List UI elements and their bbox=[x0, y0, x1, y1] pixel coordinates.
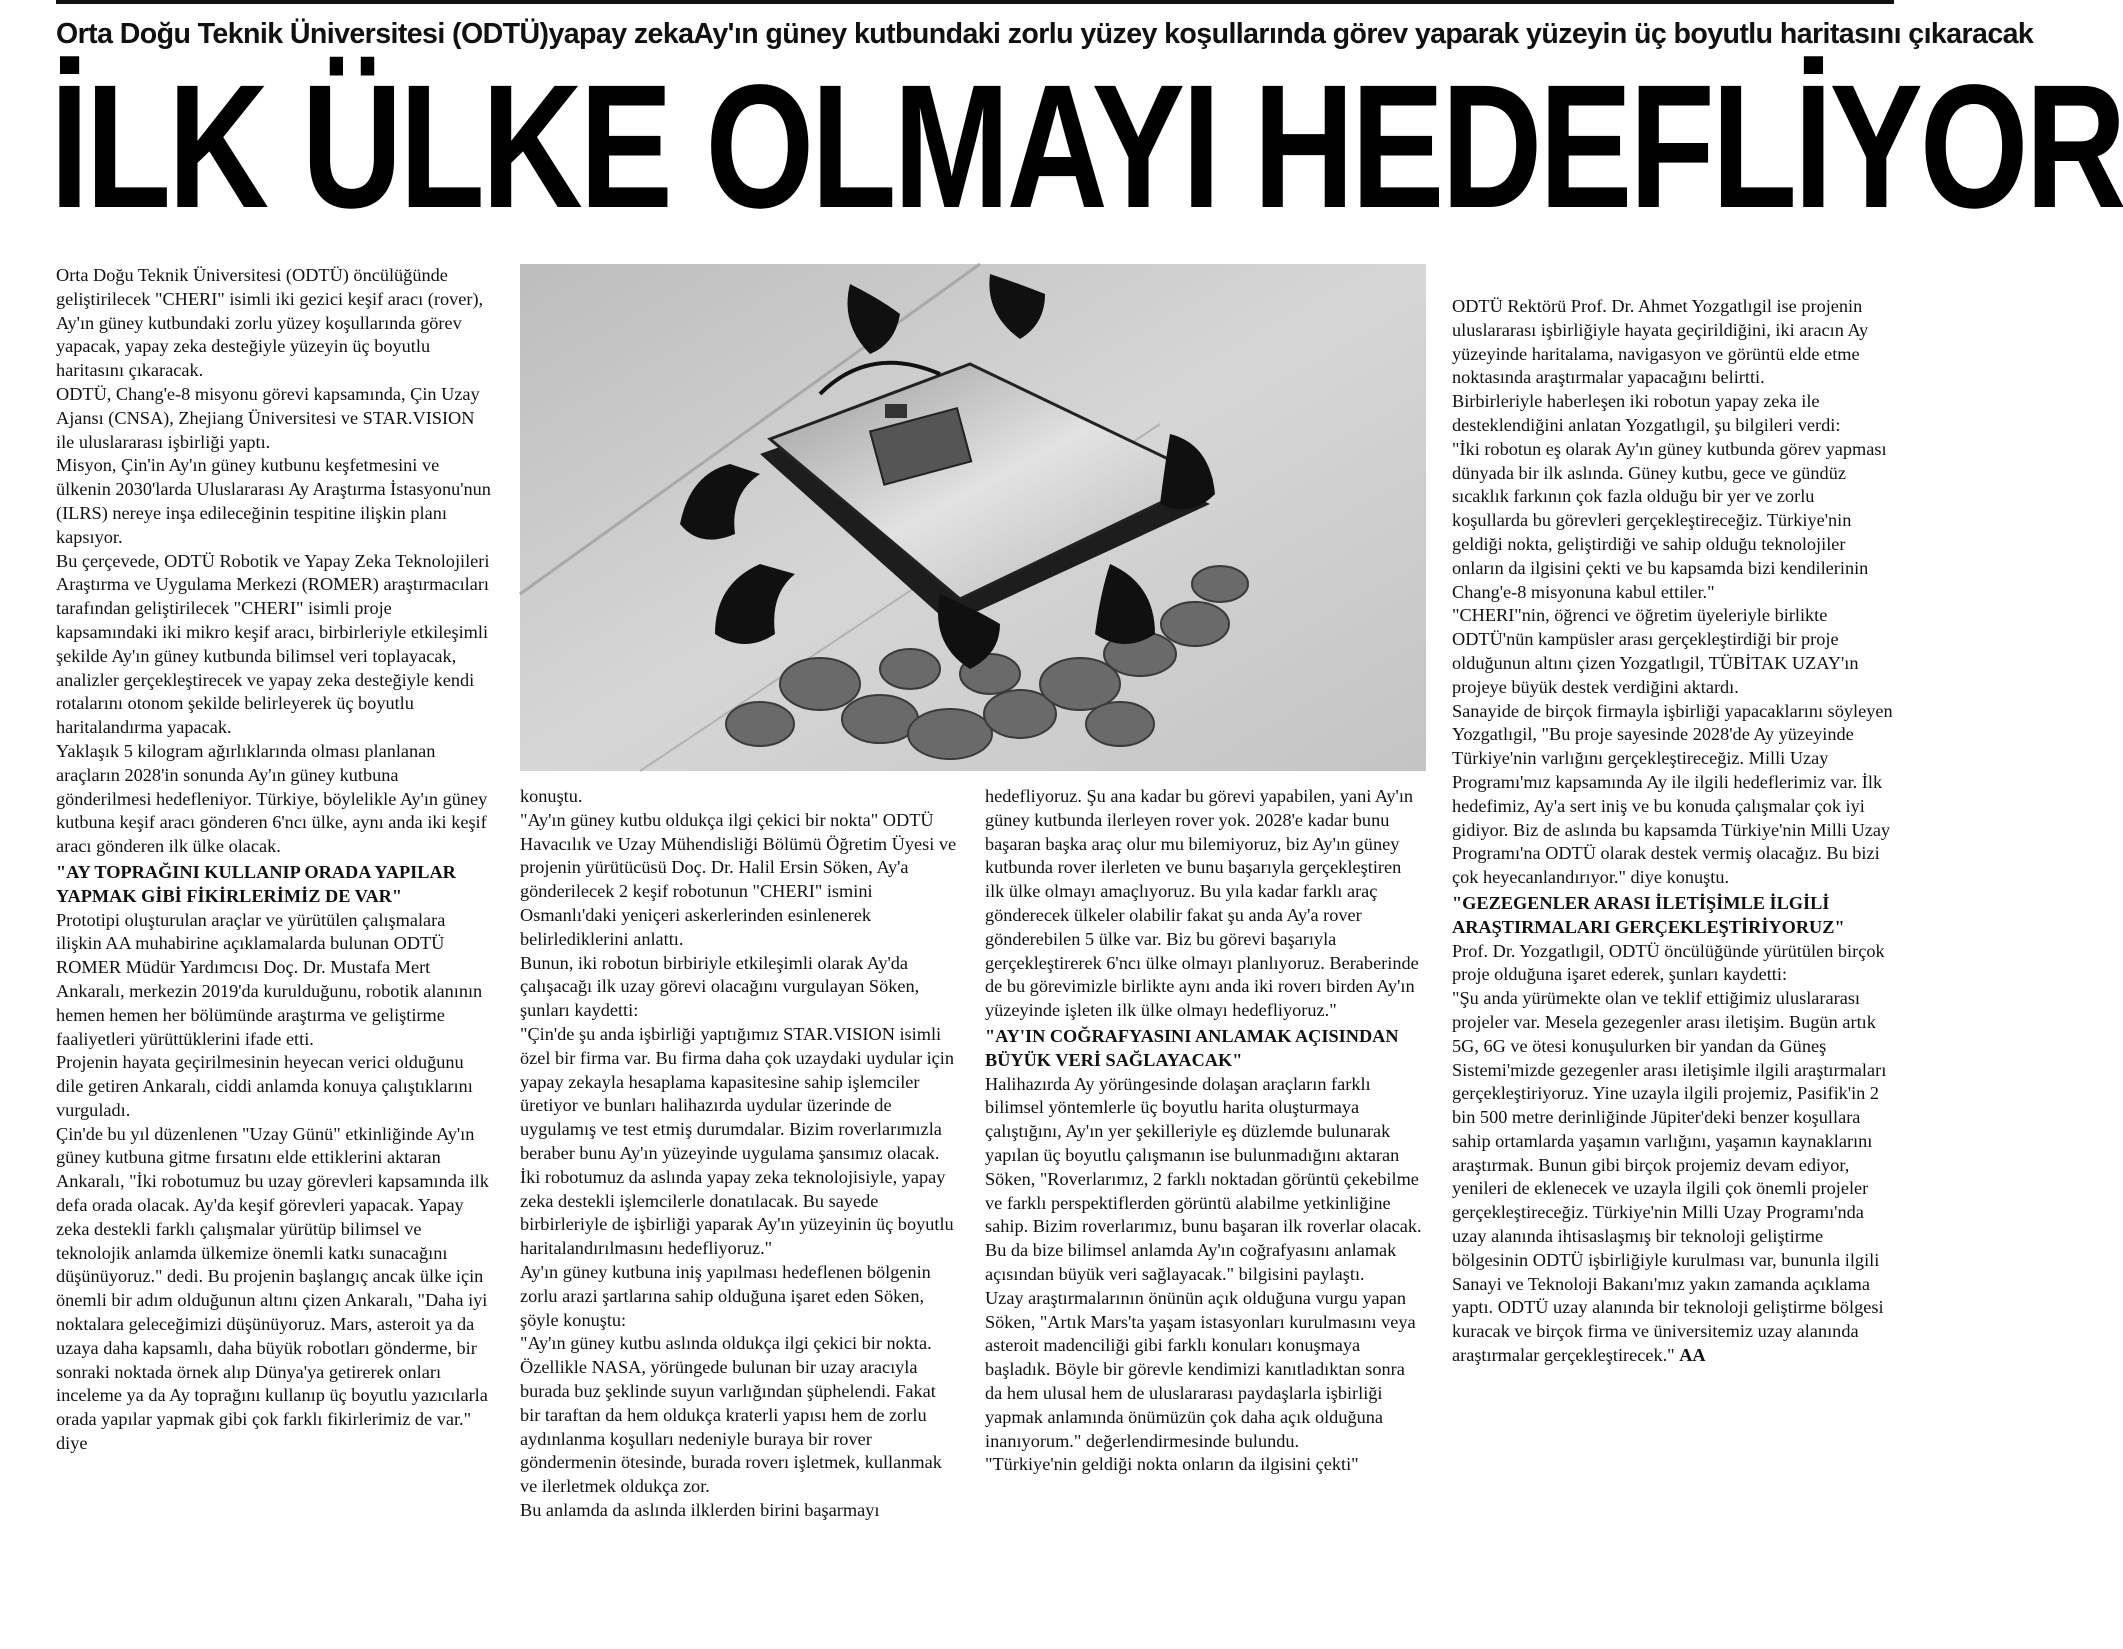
paragraph: Halihazırda Ay yörüngesinde dolaşan araçların farklı bilimsel yöntemlerle üç boyutlu harita oluşturmaya çalıştığını, Ay'ın yer şekilleriyle eş düzlemde bulunarak yapılan üç boyutlu çalışmanın ise bulunmadığını aktaran Söken, "Roverlarımız, 2 farklı noktadan görüntü çekebilme ve farklı perspektiflerden görüntü alabilme yetkinliğine sahip. Bizim roverlarımız, bunu başaran ilk roverlar olacak. Bu da bize bilimsel anlamda Ay'ın coğrafyasını anlamak açısından büyük veri sağlayacak." bilgisini paylaştı. bbox=[985, 1073, 1422, 1284]
article-column-3 bbox=[985, 785, 1425, 1477]
paragraph: "Çin'de şu anda işbirliği yaptığımız STAR.VISION isimli özel bir firma var. Bu firma daha çok uzaydaki uydular için yapay zekayla hesaplama kapasitesine sahip işlemciler üretiyor ve bunları halihazırda uydular üzerinde de uygulamış ve test etmiş durumdalar. Bizim roverlarımızla beraber bunu Ay'ın yüzeyinde uygulama şansımız olacak. İki robotumuz da aslında yapay zeka teknolojisiyle, yapay zeka destekli işlemcilerle donatılacak. Bu sayede birbirleriyle de işbirliği yaparak Ay'ın yüzeyinin üç boyutlu haritalandırılmasını hedefliyoruz." bbox=[520, 1023, 955, 1259]
paragraph: Prof. Dr. Yozgatlıgil, ODTÜ öncülüğünde yürütülen birçok proje olduğuna işaret ederek, şunları kaydetti: bbox=[1452, 940, 1885, 985]
headline bbox=[50, 49, 2123, 245]
paragraph: Birbirleriyle haberleşen iki robotun yapay zeka ile desteklendiğini anlatan Yozgatlıgil, şu bilgileri verdi: bbox=[1452, 391, 1841, 435]
paragraph: konuştu. bbox=[520, 786, 583, 806]
paragraph: hedefliyoruz. Şu ana kadar bu görevi yapabilen, yani Ay'ın güney kutbunda ilerleyen rover yok. 2028'e kadar bunu başaran başka araç olur mu bilemiyoruz, biz Ay'ın güney kutbunda rover ilerleten ve bunu başarıyla gerçekleştiren ilk ülke olmayı amaçlıyoruz. Bu yıla kadar farklı araç gönderecek ülkeler olabilir fakat şu anda Ay'a rover gönderebilen 5 ülke var. Biz bu görevi başarıyla gerçekleştirerek 6'ncı ülke olmayı planlıyoruz. Beraberinde de bu görevimizle birlikte aynı anda iki roverı birden Ay'ın yüzeyinde işleten ilk ülke olmayı hedefliyoruz." bbox=[985, 786, 1419, 1021]
paragraph: ODTÜ Rektörü Prof. Dr. Ahmet Yozgatlıgil ise projenin uluslararası işbirliğiyle hayata geçirildiğini, iki aracın Ay yüzeyinde haritalama, navigasyon ve görüntü elde etme noktasında araştırmalar yapacağını belirtti. bbox=[1452, 296, 1869, 388]
agency-signature: AA bbox=[1679, 1345, 1706, 1366]
article-column-1 bbox=[56, 264, 491, 1456]
paragraph: Yaklaşık 5 kilogram ağırlıklarında olması planlanan araçların 2028'in sonunda Ay'ın güney kutbuna gönderilmesi hedefleniyor. Türkiye, böylelikle Ay'ın güney kutbuna keşif aracı gönderen 6'ncı ülke, aynı anda iki keşif aracı gönderen ilk ülke olacak. bbox=[56, 740, 488, 857]
article-column-2 bbox=[520, 785, 960, 1523]
paragraph: Çin'de bu yıl düzenlenen "Uzay Günü" etkinliğinde Ay'ın güney kutbuna gitme fırsatını elde ettiklerini aktaran Ankaralı, "İki robotumuz bu uzay görevleri kapsamında ilk defa orada olacak. Ay'da keşif görevleri yapacak. Yapay zeka destekli farklı çalışmalar yürütüp bilimsel ve teknolojik anlamda ülkemize önemli katkı sunacağını düşünüyoruz." dedi. Bu projenin başlangıç ancak ülke için önemli bir adım olduğunun altını çizen Ankaralı, "Daha iyi noktalara geleceğimizi düşünüyoruz. Mars, asteroit ya da uzaya daha kapsamlı, daha büyük robotları gönderme, bir sonraki noktada örnek alıp Dünya'ya getirerek onları inceleme ya da Ay toprağını kullanıp üç boyutlu yazıcılarla orada yapılar yapmak gibi çok farklı fikirlerimiz de var." diye bbox=[56, 1123, 489, 1454]
headline-text: İLK ÜLKE OLMAYI HEDEFLİYOR bbox=[50, 49, 2123, 245]
paragraph: Misyon, Çin'in Ay'ın güney kutbunu keşfetmesini ve ülkenin 2030'larda Uluslararası Ay Araştırma İstasyonu'nun (ILRS) nereye inşa edileceğinin tespitine ilişkin planı kapsıyor. bbox=[56, 455, 491, 547]
top-rule bbox=[56, 0, 1894, 4]
paragraph: "İki robotun eş olarak Ay'ın güney kutbunda görev yapması dünyada bir ilk aslında. Güney kutbu, gece ve gündüz sıcaklık farkının çok fazla olduğu bir yer ve zorlu koşullarda bu görevleri gerçekleştireceğiz. Türkiye'nin geldiği nokta, geliştirdiği ve sahip olduğu teknolojiler onların da ilgisini çekti ve bu kapsamda bizi kendilerinin Chang'e-8 misyonuna kabul ettiler." bbox=[1452, 438, 1887, 602]
section-heading: "AY'IN COĞRAFYASINI ANLAMAK AÇISINDAN BÜYÜK VERİ SAĞLAYACAK" bbox=[985, 1025, 1399, 1070]
paragraph: Bu anlamda da aslında ilklerden birini başarmayı bbox=[520, 1499, 880, 1520]
paragraph: Orta Doğu Teknik Üniversitesi (ODTÜ) öncülüğünde geliştirilecek "CHERI" isimli iki gezici keşif aracı (rover), Ay'ın güney kutbundaki zorlu yüzey koşullarında görev yapacak, yapay zeka desteğiyle yüzeyin üç boyutlu haritasını çıkaracak. bbox=[56, 265, 484, 381]
section-heading: "AY TOPRAĞINI KULLANIP ORADA YAPILAR YAPMAK GİBİ FİKİRLERİMİZ DE VAR" bbox=[56, 861, 456, 906]
paragraph: "Ay'ın güney kutbu aslında oldukça ilgi çekici bir nokta. Özellikle NASA, yörüngede bulunan bir uzay aracıyla burada buz şeklinde suyun varlığından şüphelendi. Fakat bir taraftan da hem oldukça kraterli yapısı hem de zorlu aydınlanma koşulları nedeniyle buraya bir rover göndermenin ötesinde, burada roverı işletmek, kullanmak ve ilerletmek oldukça zor. bbox=[520, 1333, 942, 1497]
rover-illustration bbox=[520, 264, 1426, 771]
paragraph: "Ay'ın güney kutbu oldukça ilgi çekici bir nokta" ODTÜ Havacılık ve Uzay Mühendisliği Bölümü Öğretim Üyesi ve projenin yürütücüsü Doç. Dr. Halil Ersin Söken, Ay'a gönderilecek 2 keşif robotunun "CHERI" ismini Osmanlı'daki yeniçeri askerlerinden esinlenerek belirlediklerini anlattı. bbox=[520, 809, 957, 949]
paragraph: Sanayide de birçok firmayla işbirliği yapacaklarını söyleyen Yozgatlıgil, "Bu proje sayesinde 2028'de Ay yüzeyinde Türkiye'nin varlığını gerçekleştireceğiz. Milli Uzay Programı'mız kapsamında Ay ile ilgili hedeflerimiz var. İlk hedefimiz, Ay'a sert iniş ve bu konuda çalışmalar çok iyi gidiyor. Biz de aslında bu kapsamda Türkiye'nin Milli Uzay Programı'na ODTÜ olarak destek vermiş olacağız. Bu bizi çok heyecanlandırıyor." diye konuştu. bbox=[1452, 700, 1893, 888]
paragraph: Prototipi oluşturulan araçlar ve yürütülen çalışmalara ilişkin AA muhabirine açıklamalarda bulunan ODTÜ ROMER Müdür Yardımcısı Doç. Dr. Mustafa Mert Ankaralı, merkezin 2019'da kurulduğunu, robotik alanının hemen hemen her bölümünde araştırma ve geliştirme faaliyetleri yürüttüklerini ifade etti. bbox=[56, 909, 483, 1049]
paragraph: "Türkiye'nin geldiği nokta onların da ilgisini çekti" bbox=[985, 1454, 1359, 1475]
kicker-subheadline: Orta Doğu Teknik Üniversitesi (ODTÜ)yapay zekaAy'ın güney kutbundaki zorlu yüzey koşullarında görev yaparak yüzeyin üç boyutlu haritasını çıkaracak bbox=[56, 18, 2034, 50]
paragraph: Projenin hayata geçirilmesinin heyecan verici olduğunu dile getiren Ankaralı, ciddi anlamda konuya çalıştıklarını vurguladı. bbox=[56, 1052, 473, 1120]
article-column-4 bbox=[1452, 295, 1894, 1368]
rover-photo bbox=[520, 264, 1426, 771]
paragraph-text: "Şu anda yürümekte olan ve teklif ettiğimiz uluslararası projeler var. Mesela gezegenler arası iletişim. Bugün artık 5G, 6G ve ötesi konuşulurken bir yandan da Güneş Sistemi'mizde gezegenler arası iletişimle ilgili araştırmaları gerçekleştiriyoruz. Yine uzayla ilgili projemiz, Pasifik'in 2 bin 500 metre derinliğinde Jüpiter'deki benzer koşullara sahip ortamlarda yaşamın varlığını, yaşamın kaynaklarını araştırmak. Bunun gibi birçok projemiz devam ediyor, yenileri de eklenecek ve uzayla ilgili çok önemli projeler gerçekleştireceğiz. Türkiye'nin Milli Uzay Programı'nda uzay alanında ihtisaslaşmış bir teknoloji geliştirme bölgesinin ODTÜ işbirliğiyle kurulması var, bununla ilgili Sanayi ve Teknoloji Bakanı'mız yakın zamanda açıklama yaptı. ODTÜ uzay alanında bir teknoloji geliştirme bölgesi kuracak ve birçok firma ve üniversitemiz uzay alanında araştırmalar gerçekleştirecek." bbox=[1452, 988, 1887, 1366]
paragraph: ODTÜ, Chang'e-8 misyonu görevi kapsamında, Çin Uzay Ajansı (CNSA), Zhejiang Üniversitesi ve STAR.VISION ile uluslararası işbirliği yaptı. bbox=[56, 383, 480, 452]
paragraph: Uzay araştırmalarının önünün açık olduğuna vurgu yapan Söken, "Artık Mars'ta yaşam istasyonları kurulmasını veya asteroit madenciliği gibi farklı konuları konuşmaya başladık. Böyle bir görevle kendimizi kanıtladıktan sonra da hem ulusal hem de uluslararası paydaşlarla işbirliği yapmak anlamında önümüzün çok daha açık olduğuna inanıyorum." değerlendirmesinde bulundu. bbox=[985, 1287, 1416, 1451]
paragraph: Ay'ın güney kutbuna iniş yapılması hedeflenen bölgenin zorlu arazi şartlarına sahip olduğuna işaret eden Söken, şöyle konuştu: bbox=[520, 1261, 931, 1330]
paragraph bbox=[1452, 987, 1894, 1368]
paragraph: Bunun, iki robotun birbiriyle etkileşimli olarak Ay'da çalışacağı ilk uzay görevi olacağını vurgulayan Söken, şunları kaydetti: bbox=[520, 952, 920, 1021]
paragraph: Bu çerçevede, ODTÜ Robotik ve Yapay Zeka Teknolojileri Araştırma ve Uygulama Merkezi (ROMER) araştırmacıları tarafından geliştirilecek "CHERI" isimli proje kapsamındaki iki mikro keşif aracı, birbirleriyle etkileşimli şekilde Ay'ın güney kutbunda bilimsel veri toplayacak, analizler gerçekleştirecek ve yapay zeka desteğiyle kendi rotalarını otonom şekilde belirleyerek üç boyutlu haritalandırma yapacak. bbox=[56, 550, 490, 738]
paragraph: "CHERI"nin, öğrenci ve öğretim üyeleriyle birlikte ODTÜ'nün kampüsler arası gerçekleştirdiği bir proje olduğunun altını çizen Yozgatlıgil, TÜBİTAK UZAY'ın projeye büyük destek verdiğini aktardı. bbox=[1452, 605, 1859, 697]
section-heading: "GEZEGENLER ARASI İLETİŞİMLE İLGİLİ ARAŞTIRMALARI GERÇEKLEŞTİRİYORUZ" bbox=[1452, 892, 1845, 937]
